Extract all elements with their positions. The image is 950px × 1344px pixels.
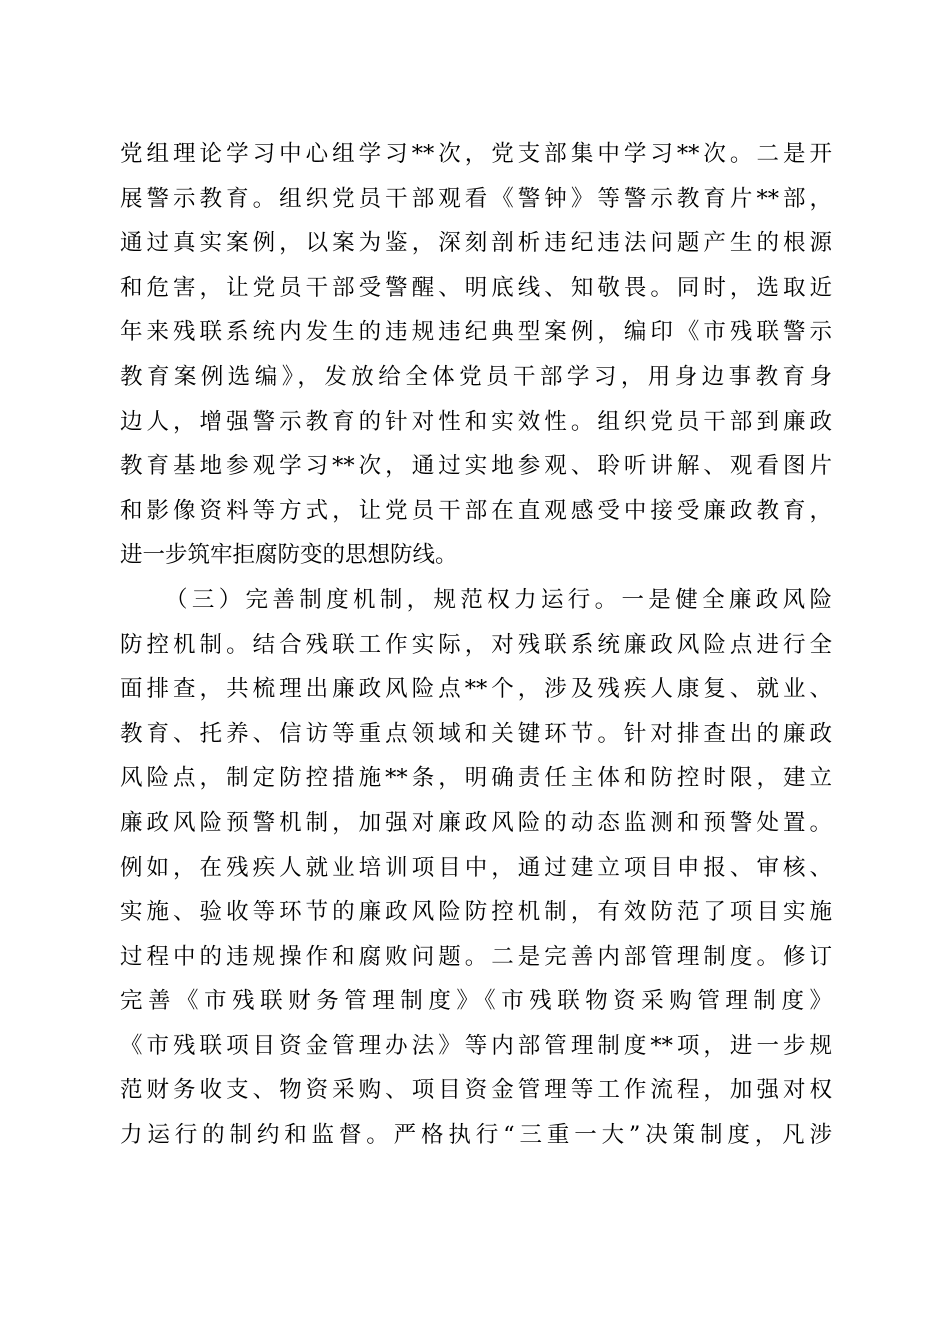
text-line: 例如，在残疾人就业培训项目中，通过建立项目申报、审核、 xyxy=(120,854,832,881)
text-line: 进一步筑牢拒腐防变的思想防线。 xyxy=(120,542,458,569)
text-line: 党组理论学习中心组学习**次，党支部集中学习**次。二是开 xyxy=(120,141,832,167)
text-line: 通过真实案例，以案为鉴，深刻剖析违纪违法问题产生的根源 xyxy=(120,230,832,257)
text-line: 教育、托养、信访等重点领域和关键环节。针对排查出的廉政 xyxy=(120,720,832,747)
text-line: 《市残联项目资金管理办法》等内部管理制度**项，进一步规 xyxy=(120,1032,832,1059)
text-line: 防控机制。结合残联工作实际，对残联系统廉政风险点进行全 xyxy=(120,631,832,658)
text-line: 范财务收支、物资采购、项目资金管理等工作流程，加强对权 xyxy=(120,1077,832,1104)
text-line: 年来残联系统内发生的违规违纪典型案例，编印《市残联警示 xyxy=(120,319,832,346)
text-line: 风险点，制定防控措施**条，明确责任主体和防控时限，建立 xyxy=(120,765,832,792)
text-line: 展警示教育。组织党员干部观看《警钟》等警示教育片**部， xyxy=(120,185,832,212)
text-line: 和影像资料等方式，让党员干部在直观感受中接受廉政教育， xyxy=(120,497,832,524)
body-text xyxy=(120,132,832,1158)
text-line: 教育基地参观学习**次，通过实地参观、聆听讲解、观看图片 xyxy=(120,453,832,480)
text-line: 力运行的制约和监督。严格执行“三重一大”决策制度，凡涉 xyxy=(120,1122,832,1149)
text-line: 和危害，让党员干部受警醒、明底线、知敬畏。同时，选取近 xyxy=(120,274,832,301)
text-line: 面排查，共梳理出廉政风险点**个，涉及残疾人康复、就业、 xyxy=(120,676,832,703)
text-line: 廉政风险预警机制，加强对廉政风险的动态监测和预警处置。 xyxy=(120,809,832,836)
text-line: 边人，增强警示教育的针对性和实效性。组织党员干部到廉政 xyxy=(120,408,832,435)
text-line: 完善《市残联财务管理制度》《市残联物资采购管理制度》 xyxy=(120,988,832,1015)
text-line: 过程中的违规操作和腐败问题。二是完善内部管理制度。修订 xyxy=(120,943,832,970)
text-line: 实施、验收等环节的廉政风险防控机制，有效防范了项目实施 xyxy=(120,899,832,926)
section-heading-line: （三）完善制度机制，规范权力运行。一是健全廉政风险 xyxy=(165,586,832,613)
text-line: 教育案例选编》，发放给全体党员干部学习，用身边事教育身 xyxy=(120,363,832,390)
